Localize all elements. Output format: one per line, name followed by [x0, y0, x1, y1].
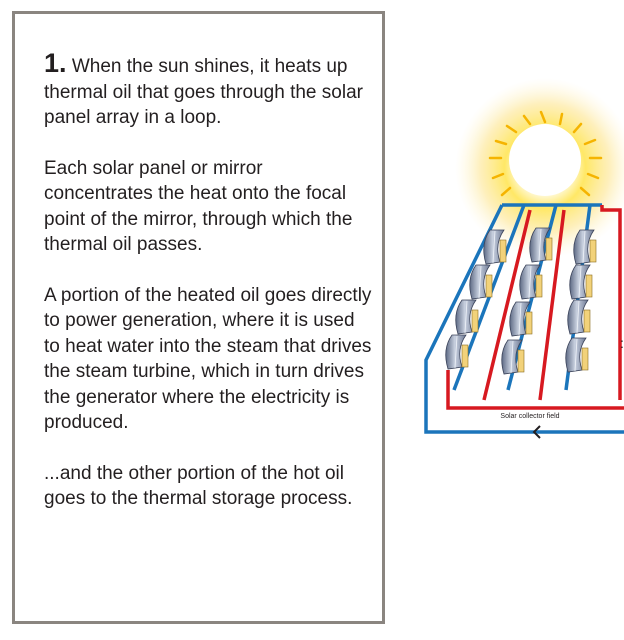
edge-mark: : [620, 335, 624, 351]
paragraph-1-text: When the sun shines, it heats up thermal oil that goes through the solar panel array in a loop. [44, 56, 363, 128]
solar-field-illustration [390, 60, 624, 460]
step-number: 1. [44, 48, 67, 78]
paragraph-4: ...and the other portion of the hot oil goes to the thermal storage process. [44, 462, 353, 509]
solar-collector-field-label: Solar collector field [500, 413, 560, 420]
solar-field-diagram [390, 60, 624, 460]
explanation-text [44, 48, 374, 537]
explanation-panel [12, 11, 385, 624]
paragraph-3: A portion of the heated oil goes directly to power generation, where it is used to heat water into the steam that drives the steam turbine, which in turn drives the generator where the electricity is produced. [44, 284, 372, 433]
paragraph-2: Each solar panel or mirror concentrates the heat onto the focal point of the mirror, through which the thermal oil passes. [44, 157, 353, 255]
paragraph-step-1 [44, 48, 374, 131]
